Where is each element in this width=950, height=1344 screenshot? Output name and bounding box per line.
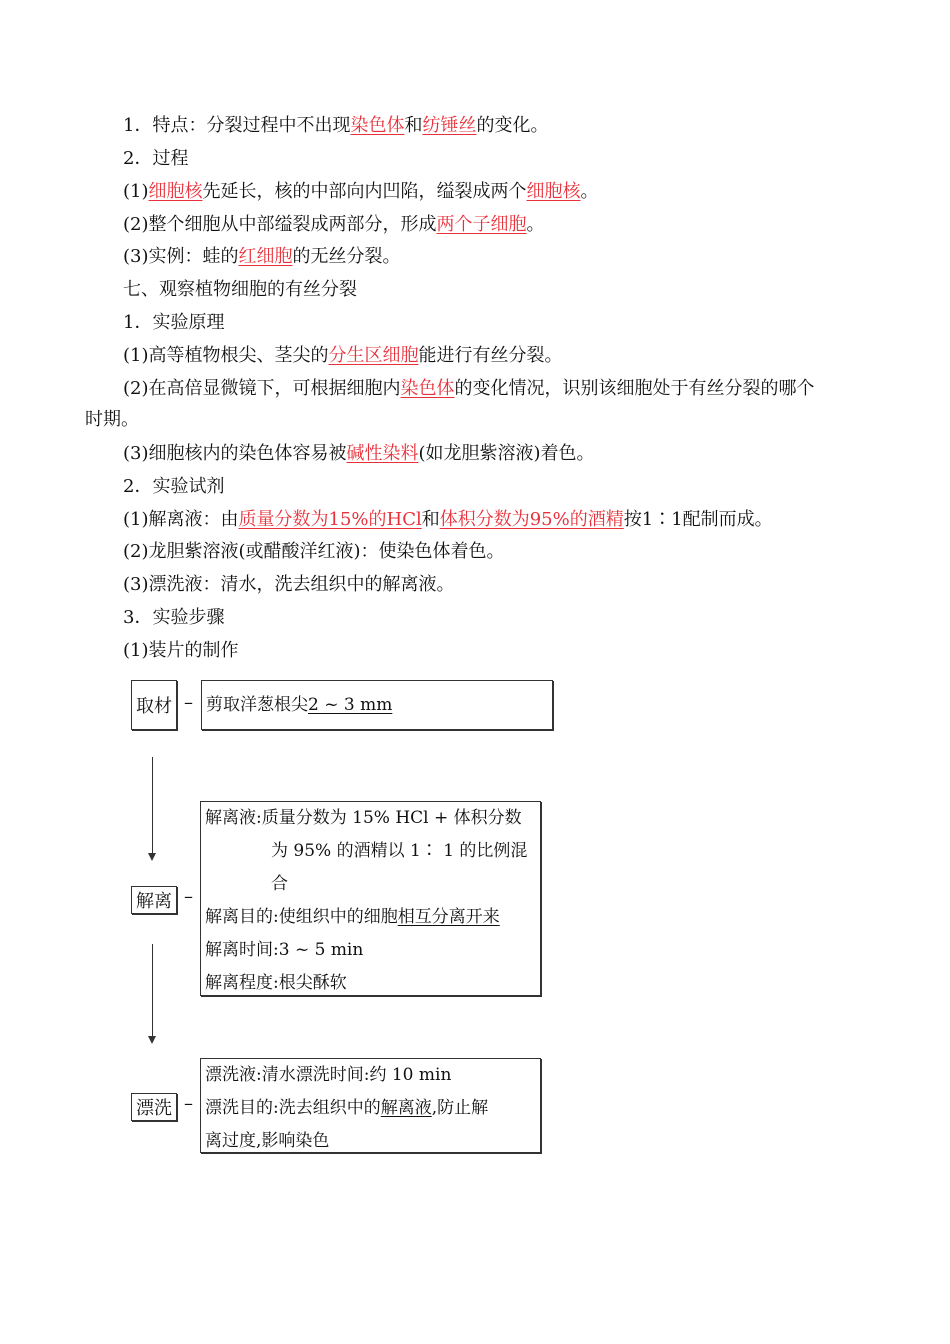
text: 漂洗目的:洗去组织中的 xyxy=(205,1098,381,1118)
text: 的变化情况，识别该细胞处于有丝分裂的哪个 xyxy=(454,378,815,399)
dissociation-solution-cont: 为 95% 的酒精以 1∶ 1 的比例混 xyxy=(271,841,528,861)
dissociation-purpose xyxy=(205,901,536,934)
text: (2)整个细胞从中部缢裂成两部分，形成 xyxy=(123,214,437,235)
step-label-dissociation: 解离 xyxy=(131,886,177,914)
arrow-line xyxy=(152,757,153,855)
connector-dash: – xyxy=(184,886,193,907)
line-slide-prep: (1)装片的制作 xyxy=(123,640,239,661)
text: 能进行有丝分裂。 xyxy=(418,345,563,366)
line-feature xyxy=(123,113,548,139)
section-heading: 七、观察植物细胞的有丝分裂 xyxy=(123,279,357,300)
step-content-rinsing xyxy=(200,1058,541,1153)
answer-nucleus: 细胞核 xyxy=(148,181,203,202)
dissociation-solution-cont: 合 xyxy=(271,874,288,894)
answer-chromosome-2: 染色体 xyxy=(400,378,455,399)
root-tip-length: 2 ~ 3 mm xyxy=(308,695,393,715)
text: 。 xyxy=(580,181,599,202)
text: ,防止解 xyxy=(431,1098,489,1118)
step-label-rinsing: 漂洗 xyxy=(131,1093,177,1121)
line-principle-1 xyxy=(123,343,563,369)
rinsing-solution: 漂洗液:清水漂洗时间:约 10 min xyxy=(205,1065,452,1085)
dissociation-solution: 解离液:质量分数为 15% HCl + 体积分数 xyxy=(205,808,522,828)
text: (1)解离液：由 xyxy=(123,509,239,530)
connector-dash: – xyxy=(184,692,193,713)
line-principle-3 xyxy=(123,441,595,467)
text: (1)高等植物根尖、茎尖的 xyxy=(123,345,329,366)
answer-chromosome: 染色体 xyxy=(350,115,405,136)
step-content-dissociation xyxy=(200,801,541,996)
dissociation-time: 解离时间:3 ~ 5 min xyxy=(205,940,364,960)
line-principle-heading: 1．实验原理 xyxy=(123,312,225,333)
line-process-1 xyxy=(123,179,599,205)
text: 1．特点：分裂过程中不出现 xyxy=(123,115,351,136)
connector-dash: – xyxy=(184,1093,193,1114)
step-content-sampling xyxy=(201,680,553,730)
line-principle-2-cont: 时期。 xyxy=(85,409,139,430)
answer-spindle: 纺锤丝 xyxy=(422,115,477,136)
line-reagent-3: (3)漂洗液：清水，洗去组织中的解离液。 xyxy=(123,574,455,595)
dissociation-solution-term: 解离液 xyxy=(380,1098,432,1118)
answer-hcl: 质量分数为15%的HCl xyxy=(238,509,422,530)
line-reagent-1 xyxy=(123,507,773,533)
line-process-heading: 2．过程 xyxy=(123,148,189,169)
text: (如龙胆紫溶液)着色。 xyxy=(418,443,595,464)
text: (2)在高倍显微镜下，可根据细胞内 xyxy=(123,378,401,399)
text: 和 xyxy=(421,509,440,530)
text: 的无丝分裂。 xyxy=(292,246,401,267)
text: (1) xyxy=(123,181,149,202)
line-process-2 xyxy=(123,212,545,238)
answer-basic-dye: 碱性染料 xyxy=(346,443,419,464)
rinsing-purpose-cont: 离过度,影响染色 xyxy=(205,1131,330,1151)
answer-alcohol: 体积分数为95%的酒精 xyxy=(439,509,624,530)
separate-cells: 相互分离开来 xyxy=(397,907,500,927)
answer-daughter-cells: 两个子细胞 xyxy=(436,214,527,235)
rinsing-purpose xyxy=(205,1092,536,1125)
arrow-down-icon xyxy=(148,1036,156,1044)
line-principle-2 xyxy=(123,376,815,402)
answer-red-blood-cell: 红细胞 xyxy=(238,246,293,267)
text: 剪取洋葱根尖 xyxy=(206,695,308,715)
answer-nucleus-2: 细胞核 xyxy=(526,181,581,202)
dissociation-degree: 解离程度:根尖酥软 xyxy=(205,973,347,993)
text: 解离目的:使组织中的细胞 xyxy=(205,907,398,927)
line-steps-heading: 3．实验步骤 xyxy=(123,607,225,628)
line-reagent-heading: 2．实验试剂 xyxy=(123,476,225,497)
text: 和 xyxy=(404,115,423,136)
text: 先延长，核的中部向内凹陷，缢裂成两个 xyxy=(202,181,527,202)
text: (3)实例：蛙的 xyxy=(123,246,239,267)
text: 的变化。 xyxy=(476,115,549,136)
line-process-3 xyxy=(123,244,401,270)
text: 。 xyxy=(526,214,545,235)
arrow-line xyxy=(152,944,153,1040)
text: (3)细胞核内的染色体容易被 xyxy=(123,443,347,464)
arrow-down-icon xyxy=(148,853,156,861)
step-label-sampling: 取材 xyxy=(131,680,177,730)
line-reagent-2: (2)龙胆紫溶液(或醋酸洋红液)：使染色体着色。 xyxy=(123,541,505,562)
answer-meristem: 分生区细胞 xyxy=(328,345,419,366)
text: 按1∶1配制而成。 xyxy=(623,509,773,530)
